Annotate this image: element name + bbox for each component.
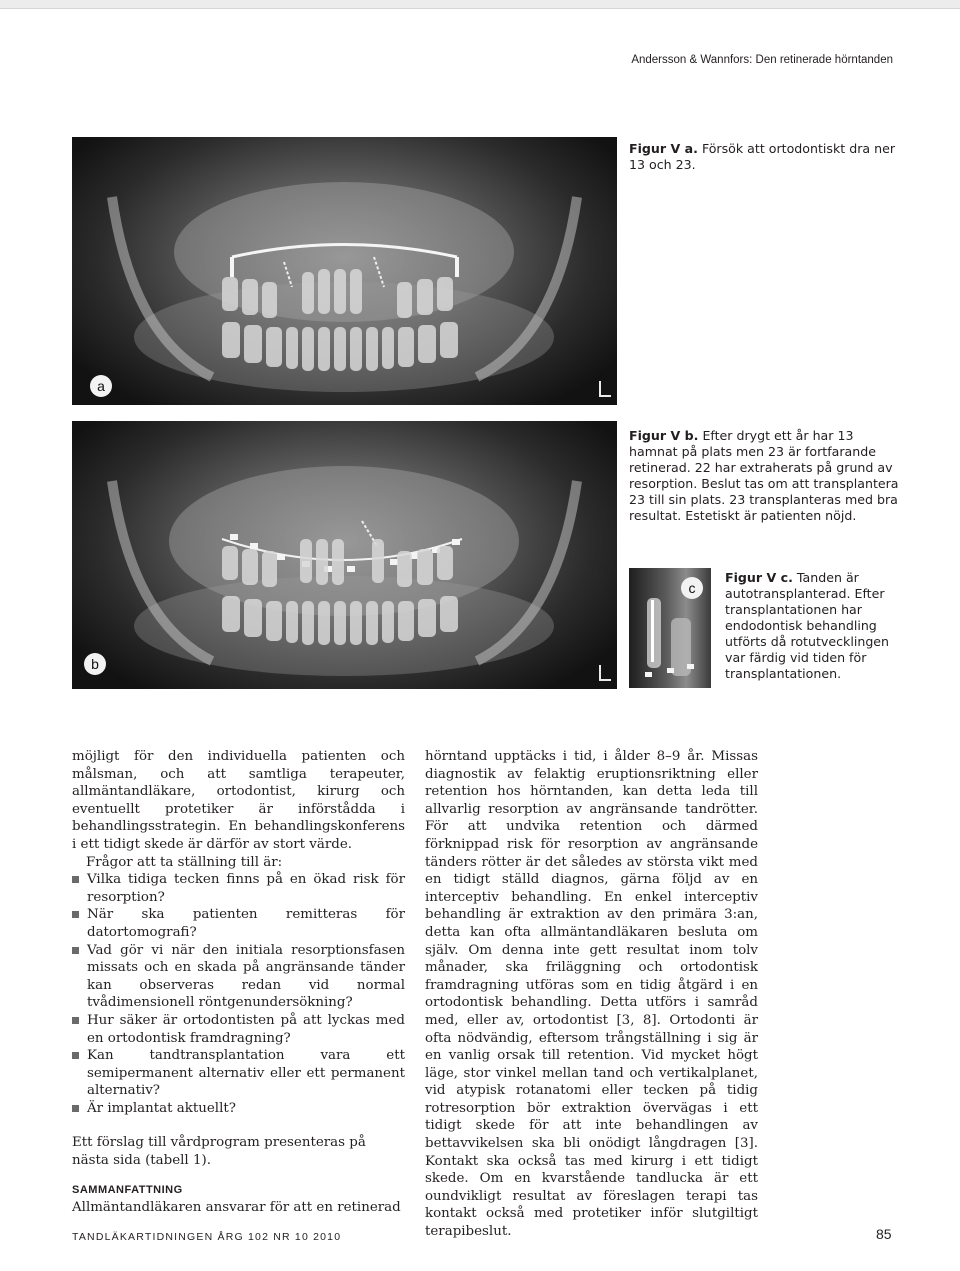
bullet-square-icon [72,947,79,954]
bullet-square-icon [72,911,79,918]
xray-figure-c [629,568,711,688]
left-text-column [72,748,405,1217]
left-para-4: Allmäntandläkaren ansvarar för att en retinerad [72,1200,401,1216]
question-item [72,1100,405,1118]
xray-figure-b [72,421,617,689]
figure-a-caption-label: Figur V a. [629,141,698,156]
section-heading-sammanfattning: SAMMANFATTNING [72,1183,183,1196]
question-text: Kan tandtransplantation vara ett semipermanent alternativ eller ett permanent alternativ? [87,1048,405,1099]
figure-c-caption [725,570,897,682]
question-item [72,1012,405,1047]
question-list [72,871,405,1117]
question-text: Är implantat aktuellt? [87,1100,236,1116]
figure-c-caption-label: Figur V c. [725,570,793,585]
top-rule [0,0,960,9]
question-text: När ska patienten remitteras för datortomografi? [87,907,405,940]
bullet-square-icon [72,1105,79,1112]
panoramic-xray-a-illustration [72,137,617,405]
figure-c-caption-text: Tanden är autotransplanterad. Efter transplantationen har endodontisk behandling utförts då rotutvecklingen var färdig vid tiden för transplantationen. [725,570,890,681]
figure-b-caption [629,428,899,524]
footer-journal-name: TANDLÄKARTIDNINGEN ÅRG 102 NR 10 2010 [72,1231,342,1243]
figure-a-caption-text: Försök att ortodontiskt dra ner 13 och 23. [629,141,896,172]
figure-a-corner-mark [599,381,611,397]
figure-b-caption-label: Figur V b. [629,428,699,443]
bullet-square-icon [72,1052,79,1059]
bullet-square-icon [72,876,79,883]
figure-b-caption-text: Efter drygt ett år har 13 hamnat på plats men 23 är fortfarande retinerad. 22 har extraherats på grund av resorption. Beslut tas om att transplantera 23 till sin plats. 23 transplanteras med bra resultat. Estetiskt är patienten nöjd. [629,428,899,523]
footer-page-number: 85 [876,1226,892,1242]
question-item [72,906,405,941]
question-item [72,871,405,906]
xray-figure-a [72,137,617,405]
figure-a-badge: a [90,375,112,397]
figure-b-badge: b [84,653,106,675]
question-text: Vilka tidiga tecken finns på en ökad risk för resorption? [87,872,405,905]
running-head: Andersson & Wannfors: Den retinerade hörntanden [631,54,893,66]
left-para-3: Ett förslag till vårdprogram presenteras på nästa sida (tabell 1). [72,1135,366,1169]
left-para-2: Frågor att ta ställning till är: [86,854,283,870]
right-para-1: hörntand upptäcks i tid, i ålder 8–9 år. Missas diagnostik av felaktig eruptionsriktning eller retention hos hörntanden, kan detta leda till allvarlig resorption av angränsande tandrötter. För att undvika retention och därmed förknippad risk för resorption av angränsande tänders rötter är det således av största vikt med en tidigt ställd diagnos, gärna följd av en interceptiv behandling. En enkel interceptiv behandling är extraktion av den primära 3:an, detta kan ofta allmäntandläkaren besluta om själv. Om denna inte gett resultat inom tolv månader, ska friläggning och ortodontisk framdragning utföras som en tidig åtgärd i en ortodontisk behandling. Detta utförs i samråd med, eller av, ortodontist [3, 8]. Ortodonti är ofta nödvändig, eftersom trångställning i sig är en vanlig orsak till retention. Vid mycket högt läge, stor vinkel mellan tand och vertikalplanet, vid atypisk rotanatomi eller tecken på tidig rotresorption bör extraktion övervägas i ett tidigt skede för att inte behandlingen av bettavvikelsen ska bli onödigt långdragen [3]. Kontakt ska också tas med kirurg i ett tidigt skede. Om en kvarstående tandlucka är ett oundvikligt resultat av föreslagen terapi tas kontakt också med protetiker inför slutgiltigt terapibeslut. [425,749,758,1240]
figure-a-caption [629,141,899,173]
bullet-square-icon [72,1017,79,1024]
figure-b-corner-mark [599,665,611,681]
question-text: Hur säker är ortodontisten på att lyckas med en ortodontisk framdragning? [87,1012,405,1046]
question-text: Vad gör vi när den initiala resorptionsfasen missats och en skada på angränsande tänder kan observeras redan vid normal tvådimensionell röntgenundersökning? [87,942,405,1011]
panoramic-xray-b-illustration [72,421,617,689]
question-item [72,942,405,1012]
figure-c-badge: c [681,577,703,599]
question-item [72,1047,405,1100]
right-text-column [425,748,758,1241]
left-para-1: möjligt för den individuella patienten och målsman, och att samtliga terapeuter, allmäntandläkare, ortodontist, kirurg och eventuellt protetiker är införstådda i behandlingsstrategin. En behandlingskonferens i ett tidigt skede är därför av stort värde. [72,749,405,852]
